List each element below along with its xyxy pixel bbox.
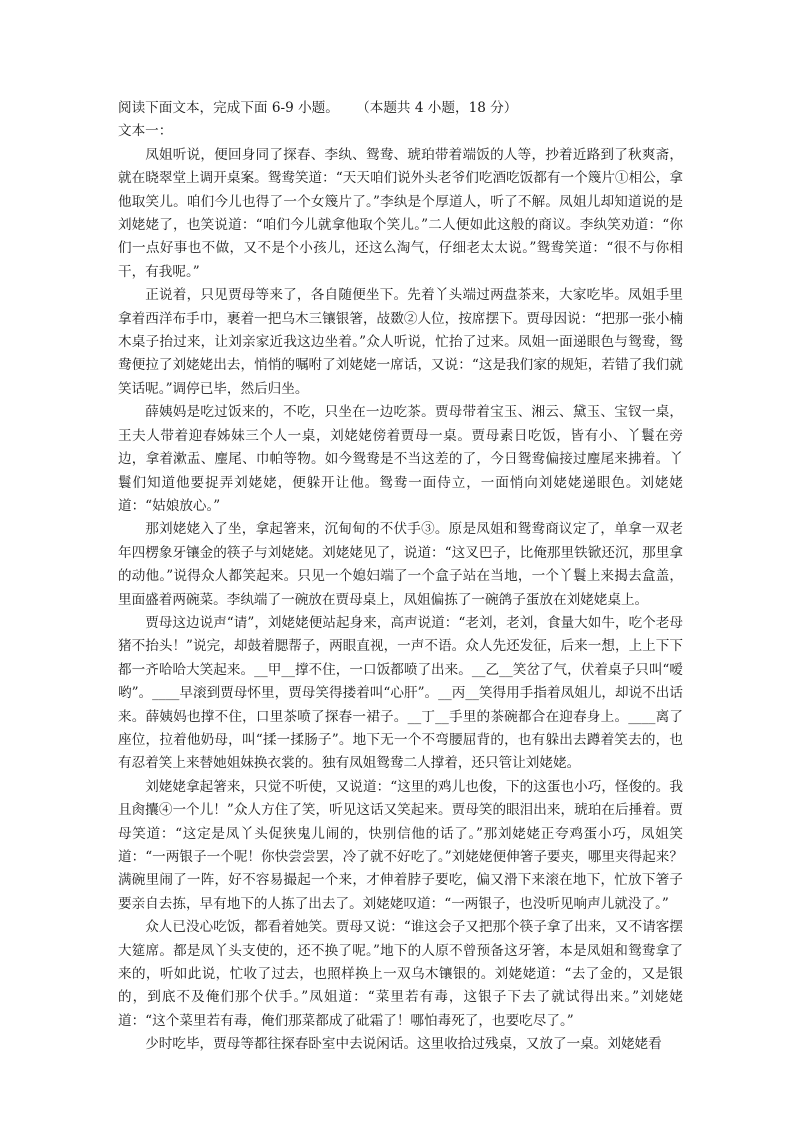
section-label: 文本一：	[118, 123, 173, 140]
paragraph-3: 薛姨妈是吃过饭来的，不吃，只坐在一边吃茶。贾母带着宝玉、湘云、黛玉、宝钗一桌，王夫人带着迎春姊妹三个人一桌，刘姥姥傍着贾母一桌。贾母素日吃饭，皆有小、丫鬟在旁边，拿着漱盂、麈尾、巾帕等物。如今鸳鸯是不当这差的了，今日鸳鸯偏接过麈尾来拂着。丫鬟们知道他要捉弄刘姥姥，便躲开让他。鸳鸯一面侍立，一面悄向刘姥姥递眼色。刘姥姥道：“姑娘放心。”	[118, 404, 683, 514]
paragraph-4: 那刘姥姥入了坐，拿起箸来，沉甸甸的不伏手③。原是凤姐和鸳鸯商议定了，单拿一双老年四楞象牙镶金的筷子与刘姥姥。刘姥姥见了，说道：“这叉巴子，比俺那里铁锨还沉，那里拿的动他。”说得众人都笑起来。只见一个媳妇端了一个盒子站在当地，一个丫鬟上来揭去盒盖，里面盛着两碗菜。李纨端了一碗放在贾母桌上，凤姐偏拣了一碗鸽子蛋放在刘姥姥桌上。	[118, 521, 683, 608]
paragraph-2: 正说着，只见贾母等来了，各自随便坐下。先着丫头端过两盘茶来，大家吃毕。凤姐手里拿着西洋布手巾，裹着一把乌木三镶银箸，敁敪②人位，按席摆下。贾母因说：“把那一张小楠木桌子抬过来，让刘亲家近我这边坐着。”众人听说，忙抬了过来。凤姐一面递眼色与鸳鸯，鸳鸯便拉了刘姥姥出去，悄悄的嘱咐了刘姥姥一席话，又说：“这是我们家的规矩，若错了我们就笑话呢。”调停已毕，然后归坐。	[118, 287, 683, 397]
paragraph-8: 少时吃毕，贾母等都往探春卧室中去说闲话。这里收拾过残桌，又放了一桌。刘姥姥看	[145, 1036, 662, 1053]
paragraph-7: 众人已没心吃饭，都看着她笑。贾母又说：“谁这会子又把那个筷子拿了出来，又不请客摆大筵席。都是凤丫头支使的，还不换了呢。”地下的人原不曾预备这牙箸，本是凤姐和鸳鸯拿了来的，听如此说，忙收了过去，也照样换上一双乌木镶银的。刘姥姥道：“去了金的，又是银的，到底不及俺们那个伏手。”凤姐道：“菜里若有毒，这银子下去了就试得出来。”刘姥姥道：“这个菜里若有毒，俺们那菜都成了砒霜了！哪怕毒死了，也要吃尽了。”	[118, 919, 683, 1029]
question-instruction: 阅读下面文本，完成下面 6-9 小题。 （本题共 4 小题，18 分）	[118, 100, 518, 116]
paragraph-1: 凤姐听说，便回身同了探春、李纨、鸳鸯、琥珀带着端饭的人等，抄着近路到了秋爽斋，就在晓翠堂上调开桌案。鸳鸯笑道：“天天咱们说外头老爷们吃酒吃饭都有一个篾片①相公，拿他取笑儿。咱们今儿也得了一个女篾片了。”李纨是个厚道人，听了不解。凤姐儿却知道说的是刘姥姥了，也笑说道：“咱们今儿就拿他取个笑儿。”二人便如此这般的商议。李纨笑劝道：“你们一点好事也不做，又不是个小孩儿，还这么淘气，仔细老太太说。”鸳鸯笑道：“很不与你相干，有我呢。”	[118, 146, 683, 280]
paragraph-6: 刘姥姥拿起箸来，只觉不听使，又说道：“这里的鸡儿也俊，下的这蛋也小巧，怪俊的。我且肏攮④一个儿！”众人方住了笑，听见这话又笑起来。贾母笑的眼泪出来，琥珀在后捶着。贾母笑道：“这定是凤丫头促狭鬼儿闹的，快别信他的话了。”那刘姥姥正夸鸡蛋小巧，凤姐笑道：“一两银子一个呢！你快尝尝罢，冷了就不好吃了。”刘姥姥便伸箸子要夹，哪里夹得起来？满碗里闹了一阵，好不容易撮起一个来，才伸着脖子要吃，偏又滑下来滚在地下，忙放下箸子要亲自去拣，早有地下的人拣了出去了。刘姥姥叹道：“一两银子，也没听见响声儿就没了。”	[118, 778, 683, 912]
reading-passage	[118, 97, 683, 1057]
paragraph-5: 贾母这边说声“请”，刘姥姥便站起身来，高声说道：“老刘，老刘，食量大如牛，吃个老母猪不抬头！”说完，却鼓着腮帮子，两眼直视，一声不语。众人先还发征，后来一想，上上下下都一齐哈哈大笑起来。__甲__撑不住，一口饭都喷了出来。__乙__笑岔了气，伏着桌子只叫“嗳哟”。____早滚到贾母怀里，贾母笑得搂着叫“心肝”。__丙__笑得用手指着凤姐儿，却说不出话来。薛姨妈也撑不住，口里茶喷了探春一裙子。__丁__手里的茶碗都合在迎春身上。____离了座位，拉着他奶母，叫“揉一揉肠子”。地下无一个不弯腰屈背的，也有躲出去蹲着笑去的，也有忍着笑上来替她姐妹换衣裳的。独有凤姐鸳鸯二人撑着，还只管让刘姥姥。	[118, 614, 683, 772]
